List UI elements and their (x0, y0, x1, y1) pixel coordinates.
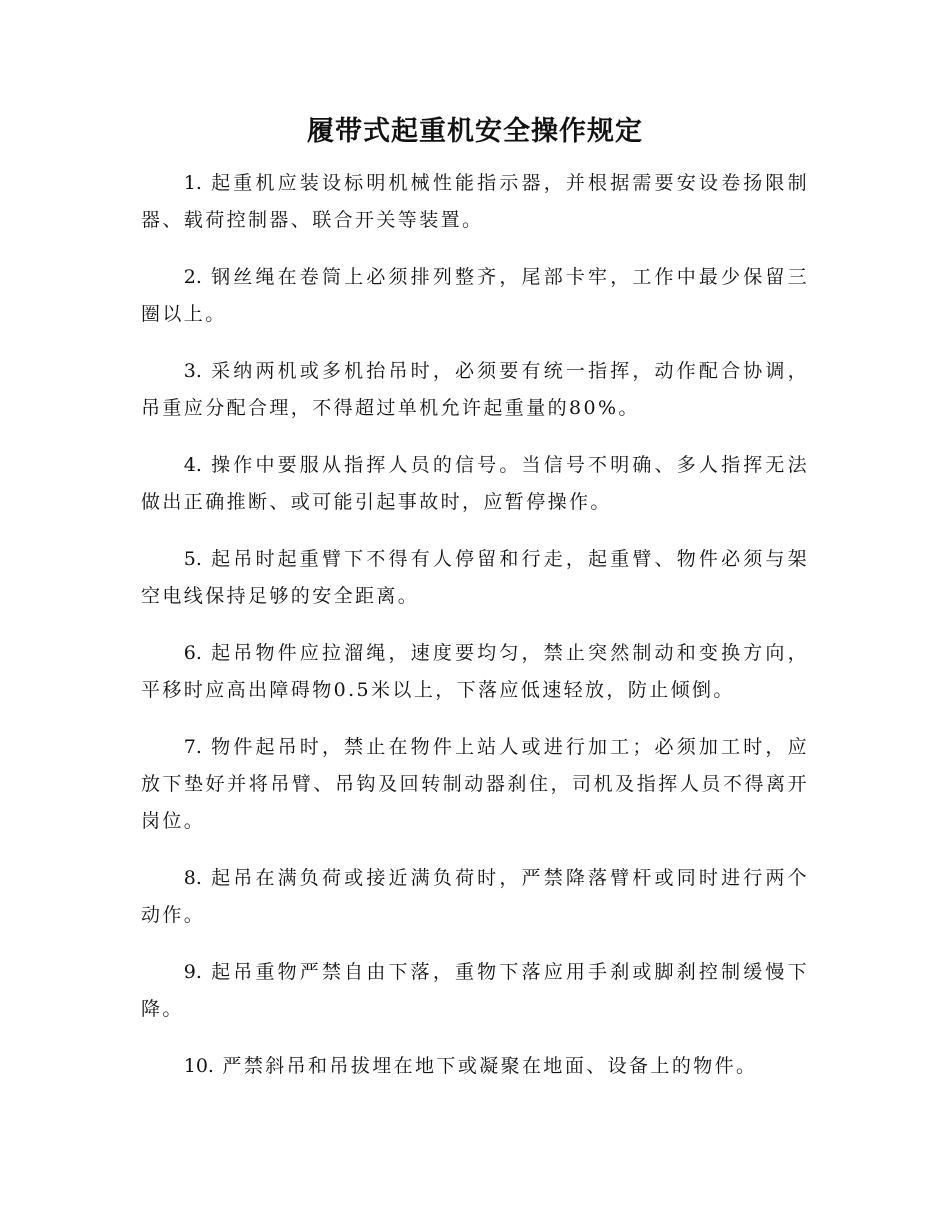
list-item (141, 447, 809, 521)
document-title: 履带式起重机安全操作规定 (307, 116, 643, 147)
item-text: 起吊物件应拉溜绳，速度要均匀，禁止突然制动和变换方向，平移时应高出障碍物0.5米以上，下落应低速轻放，防止倾倒。 (141, 642, 809, 701)
item-text: 操作中要服从指挥人员的信号。当信号不明确、多人指挥无法做出正确推断、或可能引起事故时，应暂停操作。 (141, 454, 809, 513)
item-number: 10. (183, 1055, 214, 1077)
list-item (141, 1048, 809, 1085)
list-item (141, 635, 809, 709)
list-item (141, 729, 809, 840)
item-text: 起吊时起重臂下不得有人停留和行走，起重臂、物件必须与架空电线保持足够的安全距离。 (141, 548, 809, 607)
item-number: 2. (183, 266, 202, 288)
list-item (141, 259, 809, 333)
list-item (141, 165, 809, 239)
item-number: 6. (183, 642, 202, 664)
item-number: 1. (183, 172, 202, 194)
item-text: 采纳两机或多机抬吊时，必须要有统一指挥，动作配合协调，吊重应分配合理，不得超过单机允许起重量的80%。 (141, 360, 809, 419)
item-text: 起吊重物严禁自由下落，重物下落应用手刹或脚刹控制缓慢下降。 (141, 961, 809, 1020)
list-item (141, 860, 809, 934)
item-text: 起重机应装设标明机械性能指示器，并根据需要安设卷扬限制器、载荷控制器、联合开关等装置。 (141, 172, 809, 231)
item-number: 4. (183, 454, 202, 476)
item-number: 9. (183, 961, 202, 983)
document-body (141, 165, 809, 1105)
item-text: 严禁斜吊和吊拔埋在地下或凝聚在地面、设备上的物件。 (222, 1055, 758, 1077)
item-number: 3. (183, 360, 202, 382)
item-number: 8. (183, 867, 202, 889)
list-item (141, 541, 809, 615)
item-text: 钢丝绳在卷筒上必须排列整齐，尾部卡牢，工作中最少保留三圈以上。 (141, 266, 809, 325)
item-number: 5. (183, 548, 202, 570)
item-text: 起吊在满负荷或接近满负荷时，严禁降落臂杆或同时进行两个动作。 (141, 867, 809, 926)
item-number: 7. (183, 736, 202, 758)
list-item (141, 353, 809, 427)
item-text: 物件起吊时，禁止在物件上站人或进行加工；必须加工时，应放下垫好并将吊臂、吊钩及回转制动器刹住，司机及指挥人员不得离开岗位。 (141, 736, 809, 832)
list-item (141, 954, 809, 1028)
